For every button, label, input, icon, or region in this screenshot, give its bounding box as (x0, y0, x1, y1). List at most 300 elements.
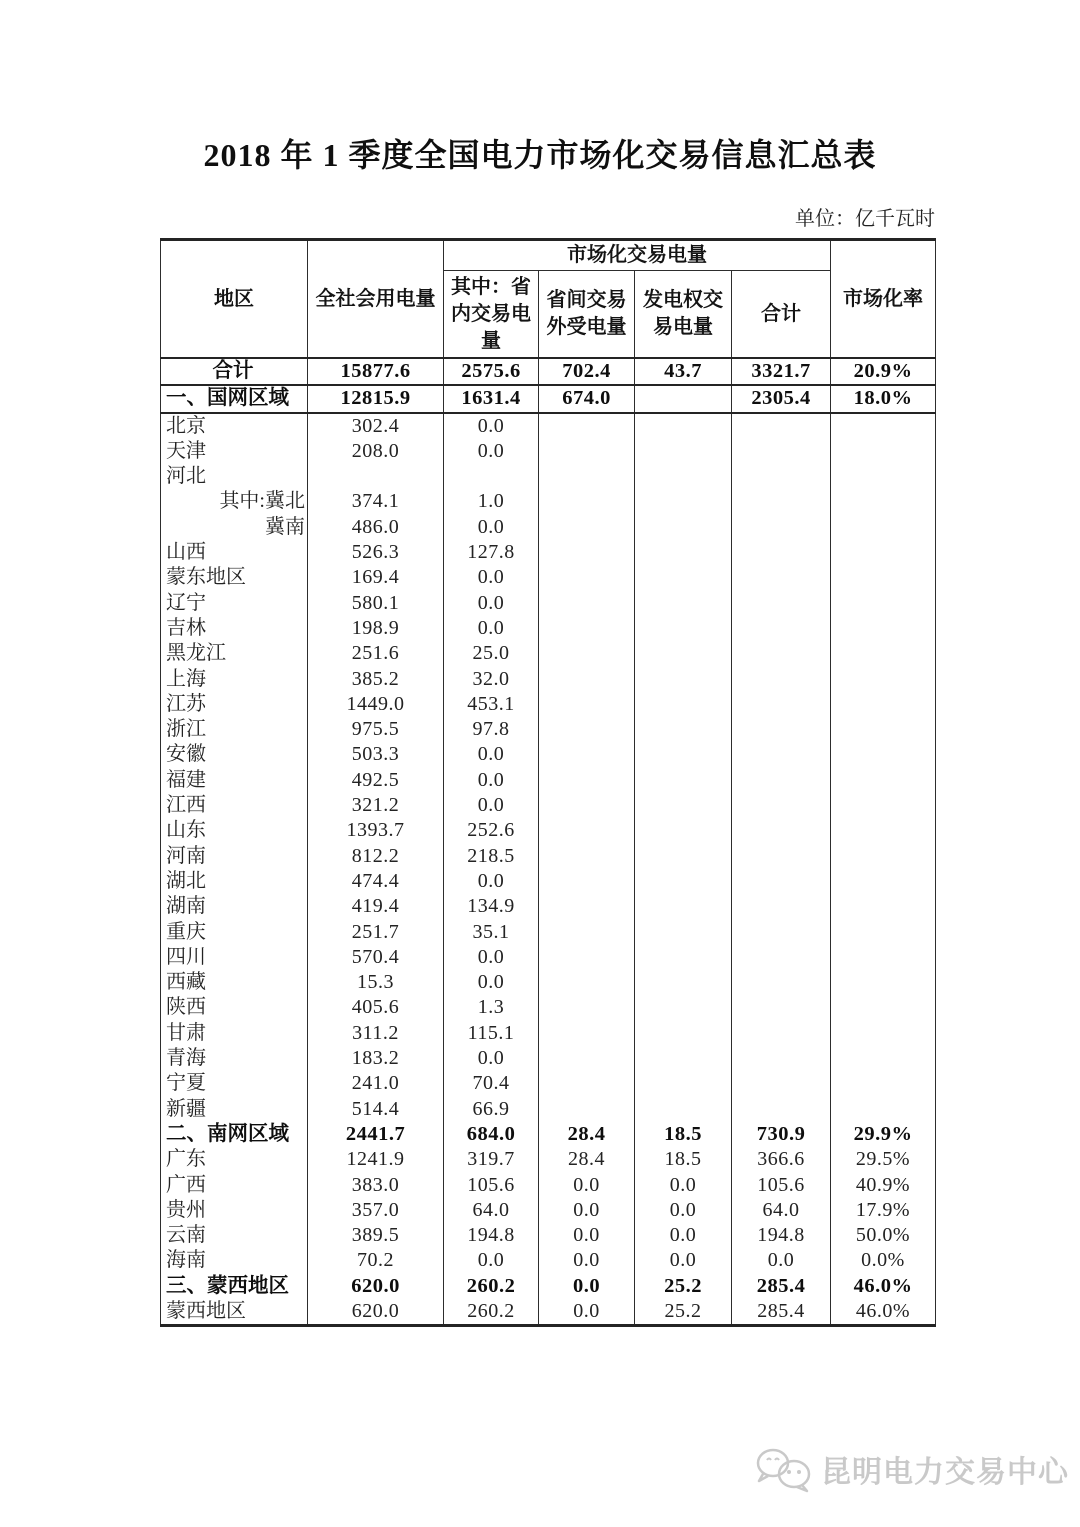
value-cell (539, 591, 635, 616)
table-row (161, 1173, 936, 1198)
value-cell (635, 970, 732, 995)
value-cell: 0.0 (635, 1198, 732, 1223)
value-cell (732, 1046, 831, 1071)
value-cell: 218.5 (444, 844, 539, 869)
region-cell: 陕西 (161, 995, 308, 1020)
value-cell: 260.2 (444, 1274, 539, 1299)
summary-table (160, 238, 936, 1327)
value-cell (539, 565, 635, 590)
region-cell: 辽宁 (161, 591, 308, 616)
value-cell: 0.0 (444, 591, 539, 616)
value-cell: 0.0 (444, 869, 539, 894)
value-cell: 0.0% (831, 1248, 936, 1273)
value-cell: 20.9% (831, 358, 936, 385)
value-cell (732, 894, 831, 919)
value-cell: 169.4 (308, 565, 444, 590)
value-cell (732, 717, 831, 742)
value-cell (539, 1046, 635, 1071)
summary-table-body (161, 358, 936, 1326)
value-cell (831, 515, 936, 540)
value-cell (732, 1097, 831, 1122)
value-cell: 251.6 (308, 641, 444, 666)
value-cell: 208.0 (308, 439, 444, 464)
value-cell (635, 995, 732, 1020)
value-cell (732, 920, 831, 945)
value-cell: 260.2 (444, 1299, 539, 1326)
value-cell: 321.2 (308, 793, 444, 818)
value-cell: 0.0 (444, 768, 539, 793)
value-cell (831, 667, 936, 692)
value-cell: 0.0 (732, 1248, 831, 1273)
value-cell: 70.4 (444, 1071, 539, 1096)
value-cell (831, 616, 936, 641)
value-cell (732, 945, 831, 970)
value-cell: 0.0 (539, 1173, 635, 1198)
value-cell (635, 869, 732, 894)
region-cell: 重庆 (161, 920, 308, 945)
table-row (161, 358, 936, 385)
value-cell (831, 489, 936, 514)
region-cell: 北京 (161, 413, 308, 439)
header-market-rate: 市场化率 (831, 240, 936, 359)
value-cell: 684.0 (444, 1122, 539, 1147)
value-cell (635, 616, 732, 641)
table-row (161, 1122, 936, 1147)
value-cell (831, 1046, 936, 1071)
value-cell (635, 818, 732, 843)
value-cell: 0.0 (539, 1248, 635, 1273)
table-row (161, 385, 936, 412)
value-cell (539, 844, 635, 869)
value-cell (539, 515, 635, 540)
value-cell: 389.5 (308, 1223, 444, 1248)
value-cell (539, 970, 635, 995)
header-inter-provincial: 省间交易外受电量 (539, 271, 635, 359)
value-cell (831, 641, 936, 666)
table-row (161, 818, 936, 843)
value-cell: 2575.6 (444, 358, 539, 385)
value-cell: 105.6 (732, 1173, 831, 1198)
region-cell: 黑龙江 (161, 641, 308, 666)
value-cell (635, 540, 732, 565)
header-row-top (161, 240, 936, 271)
value-cell: 183.2 (308, 1046, 444, 1071)
table-row (161, 869, 936, 894)
value-cell: 357.0 (308, 1198, 444, 1223)
table-row (161, 1223, 936, 1248)
value-cell: 50.0% (831, 1223, 936, 1248)
table-row (161, 793, 936, 818)
value-cell (732, 667, 831, 692)
table-row (161, 995, 936, 1020)
value-cell (635, 515, 732, 540)
value-cell (732, 970, 831, 995)
value-cell: 134.9 (444, 894, 539, 919)
region-cell: 上海 (161, 667, 308, 692)
value-cell (539, 1021, 635, 1046)
table-row (161, 1021, 936, 1046)
value-cell (732, 793, 831, 818)
value-cell (831, 591, 936, 616)
table-row (161, 1198, 936, 1223)
value-cell (732, 869, 831, 894)
value-cell (539, 489, 635, 514)
value-cell: 0.0 (539, 1274, 635, 1299)
value-cell: 43.7 (635, 358, 732, 385)
region-cell: 蒙西地区 (161, 1299, 308, 1326)
value-cell: 66.9 (444, 1097, 539, 1122)
value-cell: 374.1 (308, 489, 444, 514)
header-total-consumption: 全社会用电量 (308, 240, 444, 359)
value-cell (308, 464, 444, 489)
value-cell: 405.6 (308, 995, 444, 1020)
value-cell (831, 1021, 936, 1046)
region-cell: 冀南 (161, 515, 308, 540)
value-cell: 251.7 (308, 920, 444, 945)
value-cell (539, 920, 635, 945)
value-cell: 0.0 (635, 1173, 732, 1198)
value-cell: 105.6 (444, 1173, 539, 1198)
value-cell: 0.0 (444, 970, 539, 995)
table-row (161, 489, 936, 514)
table-row (161, 1097, 936, 1122)
table-row (161, 844, 936, 869)
value-cell: 0.0 (444, 742, 539, 767)
region-cell: 新疆 (161, 1097, 308, 1122)
region-cell: 广西 (161, 1173, 308, 1198)
value-cell (831, 945, 936, 970)
value-cell (732, 616, 831, 641)
value-cell: 198.9 (308, 616, 444, 641)
value-cell (831, 894, 936, 919)
value-cell: 385.2 (308, 667, 444, 692)
value-cell: 252.6 (444, 818, 539, 843)
table-row (161, 641, 936, 666)
region-cell: 福建 (161, 768, 308, 793)
region-cell: 合计 (161, 358, 308, 385)
value-cell (539, 464, 635, 489)
value-cell: 64.0 (732, 1198, 831, 1223)
value-cell (732, 1021, 831, 1046)
value-cell: 570.4 (308, 945, 444, 970)
value-cell: 1393.7 (308, 818, 444, 843)
value-cell: 18.5 (635, 1147, 732, 1172)
value-cell (831, 844, 936, 869)
value-cell (539, 616, 635, 641)
value-cell (635, 489, 732, 514)
value-cell: 812.2 (308, 844, 444, 869)
value-cell: 64.0 (444, 1198, 539, 1223)
region-cell: 甘肃 (161, 1021, 308, 1046)
value-cell (635, 844, 732, 869)
value-cell (635, 793, 732, 818)
value-cell (539, 667, 635, 692)
table-row (161, 565, 936, 590)
value-cell (831, 413, 936, 439)
value-cell: 97.8 (444, 717, 539, 742)
region-cell: 一、国网区域 (161, 385, 308, 412)
value-cell (732, 641, 831, 666)
value-cell (635, 692, 732, 717)
table-header (161, 240, 936, 359)
value-cell: 0.0 (635, 1248, 732, 1273)
value-cell: 18.0% (831, 385, 936, 412)
value-cell (539, 793, 635, 818)
value-cell: 0.0 (539, 1299, 635, 1326)
value-cell (539, 1097, 635, 1122)
value-cell (831, 995, 936, 1020)
region-cell: 浙江 (161, 717, 308, 742)
region-cell: 广东 (161, 1147, 308, 1172)
value-cell: 0.0 (444, 1248, 539, 1273)
value-cell: 620.0 (308, 1274, 444, 1299)
watermark-text: 昆明电力交易中心 (821, 1456, 1069, 1489)
value-cell (635, 1021, 732, 1046)
value-cell: 492.5 (308, 768, 444, 793)
value-cell (831, 742, 936, 767)
value-cell: 0.0 (444, 1046, 539, 1071)
value-cell: 419.4 (308, 894, 444, 919)
value-cell (635, 894, 732, 919)
value-cell: 0.0 (444, 515, 539, 540)
value-cell (831, 464, 936, 489)
value-cell (539, 768, 635, 793)
value-cell: 1.0 (444, 489, 539, 514)
table-row (161, 1147, 936, 1172)
table-row (161, 1248, 936, 1273)
value-cell (635, 945, 732, 970)
wechat-icon (752, 1445, 814, 1493)
value-cell (732, 768, 831, 793)
value-cell (635, 768, 732, 793)
value-cell (732, 844, 831, 869)
value-cell: 25.2 (635, 1299, 732, 1326)
unit-label: 单位：亿千瓦时 (795, 208, 935, 230)
header-subtotal: 合计 (732, 271, 831, 359)
value-cell (539, 894, 635, 919)
value-cell: 702.4 (539, 358, 635, 385)
value-cell (732, 565, 831, 590)
value-cell (732, 692, 831, 717)
region-cell: 四川 (161, 945, 308, 970)
value-cell (831, 717, 936, 742)
value-cell (831, 970, 936, 995)
value-cell (831, 869, 936, 894)
value-cell (732, 540, 831, 565)
value-cell: 0.0 (539, 1198, 635, 1223)
region-cell: 江西 (161, 793, 308, 818)
value-cell (831, 920, 936, 945)
value-cell (732, 515, 831, 540)
value-cell (635, 667, 732, 692)
value-cell (539, 869, 635, 894)
region-cell: 江苏 (161, 692, 308, 717)
table-row (161, 515, 936, 540)
region-cell: 海南 (161, 1248, 308, 1273)
value-cell: 0.0 (444, 413, 539, 439)
value-cell: 28.4 (539, 1147, 635, 1172)
region-cell: 蒙东地区 (161, 565, 308, 590)
value-cell: 18.5 (635, 1122, 732, 1147)
value-cell (635, 464, 732, 489)
table-row (161, 667, 936, 692)
value-cell: 474.4 (308, 869, 444, 894)
value-cell (831, 692, 936, 717)
value-cell: 12815.9 (308, 385, 444, 412)
value-cell (539, 818, 635, 843)
value-cell: 1631.4 (444, 385, 539, 412)
value-cell: 32.0 (444, 667, 539, 692)
value-cell (539, 945, 635, 970)
value-cell: 28.4 (539, 1122, 635, 1147)
table-row (161, 717, 936, 742)
region-cell: 其中:冀北 (161, 489, 308, 514)
value-cell (539, 641, 635, 666)
value-cell (444, 464, 539, 489)
value-cell (539, 1071, 635, 1096)
value-cell: 285.4 (732, 1274, 831, 1299)
table-row (161, 945, 936, 970)
value-cell (635, 439, 732, 464)
value-cell (831, 768, 936, 793)
value-cell (539, 413, 635, 439)
table-row (161, 1046, 936, 1071)
value-cell: 17.9% (831, 1198, 936, 1223)
table-row (161, 970, 936, 995)
value-cell (732, 591, 831, 616)
table-row (161, 1274, 936, 1299)
region-cell: 河北 (161, 464, 308, 489)
value-cell: 486.0 (308, 515, 444, 540)
value-cell: 620.0 (308, 1299, 444, 1326)
value-cell: 3321.7 (732, 358, 831, 385)
value-cell: 514.4 (308, 1097, 444, 1122)
table-row (161, 464, 936, 489)
header-region: 地区 (161, 240, 308, 359)
value-cell (539, 742, 635, 767)
value-cell (732, 464, 831, 489)
value-cell: 29.9% (831, 1122, 936, 1147)
value-cell: 503.3 (308, 742, 444, 767)
value-cell (732, 742, 831, 767)
region-cell: 吉林 (161, 616, 308, 641)
region-cell: 三、蒙西地区 (161, 1274, 308, 1299)
value-cell (732, 489, 831, 514)
value-cell: 0.0 (444, 793, 539, 818)
value-cell (831, 540, 936, 565)
value-cell: 127.8 (444, 540, 539, 565)
value-cell: 15877.6 (308, 358, 444, 385)
value-cell (539, 439, 635, 464)
table-row (161, 894, 936, 919)
value-cell: 1.3 (444, 995, 539, 1020)
value-cell: 29.5% (831, 1147, 936, 1172)
value-cell: 311.2 (308, 1021, 444, 1046)
region-cell: 山西 (161, 540, 308, 565)
value-cell (635, 1097, 732, 1122)
table-row (161, 616, 936, 641)
value-cell (635, 565, 732, 590)
value-cell: 383.0 (308, 1173, 444, 1198)
value-cell (635, 413, 732, 439)
value-cell (732, 1071, 831, 1096)
header-intra-provincial: 其中：省内交易电量 (444, 271, 539, 359)
region-cell: 山东 (161, 818, 308, 843)
table-row (161, 692, 936, 717)
value-cell: 285.4 (732, 1299, 831, 1326)
value-cell (635, 742, 732, 767)
value-cell: 0.0 (444, 616, 539, 641)
value-cell: 526.3 (308, 540, 444, 565)
value-cell: 319.7 (444, 1147, 539, 1172)
value-cell (732, 439, 831, 464)
value-cell: 194.8 (444, 1223, 539, 1248)
region-cell: 青海 (161, 1046, 308, 1071)
region-cell: 二、南网区域 (161, 1122, 308, 1147)
value-cell: 0.0 (444, 945, 539, 970)
value-cell: 115.1 (444, 1021, 539, 1046)
value-cell: 0.0 (539, 1223, 635, 1248)
value-cell: 302.4 (308, 413, 444, 439)
value-cell: 453.1 (444, 692, 539, 717)
value-cell: 15.3 (308, 970, 444, 995)
page-title: 2018 年 1 季度全国电力市场化交易信息汇总表 (203, 137, 877, 173)
value-cell (831, 1097, 936, 1122)
value-cell (831, 818, 936, 843)
table-row (161, 1071, 936, 1096)
value-cell (635, 591, 732, 616)
table-row (161, 768, 936, 793)
value-cell: 975.5 (308, 717, 444, 742)
value-cell (539, 692, 635, 717)
value-cell: 1449.0 (308, 692, 444, 717)
region-cell: 宁夏 (161, 1071, 308, 1096)
table-row (161, 439, 936, 464)
table-row (161, 591, 936, 616)
value-cell: 194.8 (732, 1223, 831, 1248)
value-cell (831, 1071, 936, 1096)
value-cell: 1241.9 (308, 1147, 444, 1172)
value-cell (831, 793, 936, 818)
value-cell: 70.2 (308, 1248, 444, 1273)
region-cell: 贵州 (161, 1198, 308, 1223)
value-cell (831, 565, 936, 590)
table-row (161, 1299, 936, 1326)
region-cell: 河南 (161, 844, 308, 869)
value-cell: 25.0 (444, 641, 539, 666)
region-cell: 安徽 (161, 742, 308, 767)
value-cell: 366.6 (732, 1147, 831, 1172)
region-cell: 西藏 (161, 970, 308, 995)
region-cell: 湖北 (161, 869, 308, 894)
table-row (161, 413, 936, 439)
value-cell (539, 540, 635, 565)
value-cell: 2441.7 (308, 1122, 444, 1147)
value-cell: 2305.4 (732, 385, 831, 412)
value-cell: 0.0 (444, 439, 539, 464)
value-cell: 0.0 (444, 565, 539, 590)
value-cell: 40.9% (831, 1173, 936, 1198)
header-generation-rights: 发电权交易电量 (635, 271, 732, 359)
value-cell (732, 818, 831, 843)
value-cell: 25.2 (635, 1274, 732, 1299)
table-row (161, 540, 936, 565)
region-cell: 天津 (161, 439, 308, 464)
value-cell: 46.0% (831, 1274, 936, 1299)
value-cell (831, 439, 936, 464)
value-cell: 35.1 (444, 920, 539, 945)
value-cell: 241.0 (308, 1071, 444, 1096)
